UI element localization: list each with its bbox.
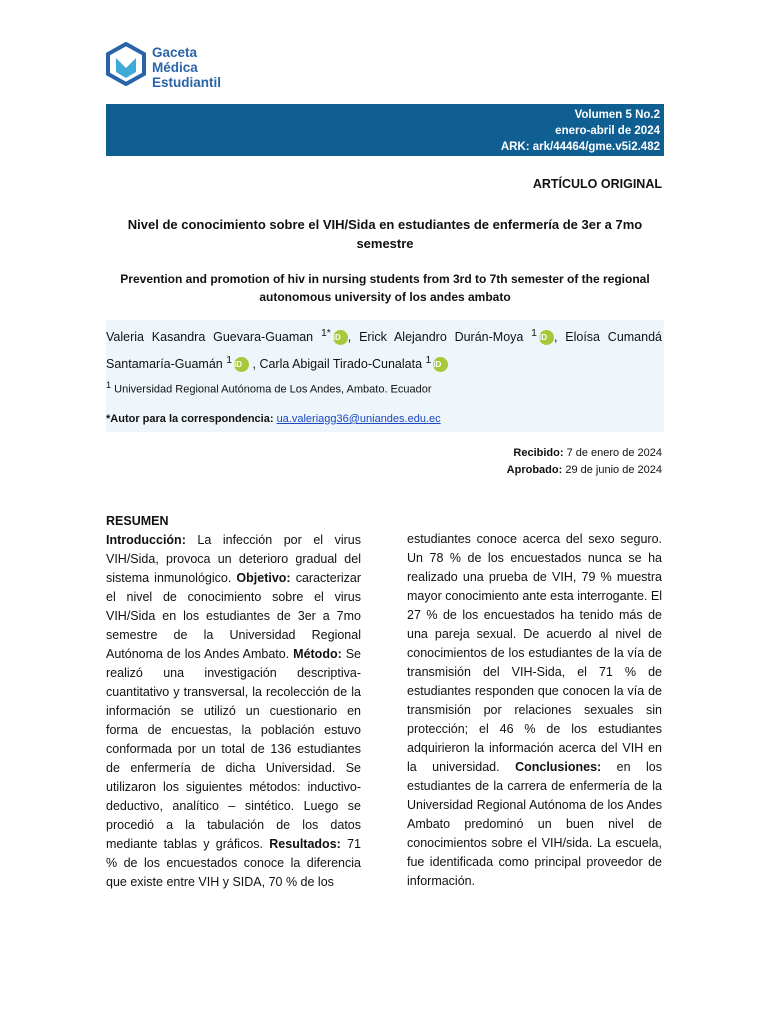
author-name: Valeria Kasandra Guevara-Guaman bbox=[106, 330, 314, 345]
received-date bbox=[507, 445, 662, 462]
gme-logo-icon bbox=[106, 42, 146, 86]
received-value: 7 de enero de 2024 bbox=[566, 447, 662, 459]
journal-banner bbox=[106, 104, 664, 156]
author-name: Eloísa Cumandá Santamaría-Guamán bbox=[106, 330, 662, 372]
orcid-icon[interactable]: iD bbox=[234, 357, 249, 372]
volume: Volumen 5 No.2 bbox=[574, 109, 660, 121]
objective-text: caracterizar el nivel de conocimiento sobre el virus VIH/Sida en los estudiantes de 3er a 7mo semestre de la Universidad Regional Autónoma de los Andes Ambato. bbox=[106, 571, 361, 661]
period: enero-abril de 2024 bbox=[555, 125, 660, 137]
author-affiliation: 1 bbox=[531, 328, 537, 339]
title-spanish: Nivel de conocimiento sobre el VIH/Sida en estudiantes de enfermería de 3er a 7mo semestre bbox=[127, 217, 643, 251]
affiliation-text: Universidad Regional Autónoma de Los Andes, Ambato. Ecuador bbox=[114, 383, 432, 396]
objective-label: Objetivo: bbox=[236, 571, 291, 585]
journal-name bbox=[152, 45, 221, 90]
author-name: Erick Alejandro Durán-Moya bbox=[359, 330, 524, 345]
correspondence-label: *Autor para la correspondencia: bbox=[106, 413, 274, 425]
orcid-icon[interactable]: iD bbox=[333, 330, 348, 345]
article-type: ARTÍCULO ORIGINAL bbox=[532, 177, 662, 191]
article-dates bbox=[507, 445, 662, 479]
approved-date bbox=[507, 462, 662, 479]
author-affiliation: 1 bbox=[226, 355, 233, 367]
journal-name-line: Gaceta bbox=[152, 45, 198, 60]
author-name: Carla Abigail Tirado-Cunalata bbox=[259, 357, 423, 372]
received-label: Recibido: bbox=[513, 447, 564, 459]
abstract-heading: RESUMEN bbox=[106, 514, 169, 528]
orcid-icon[interactable]: iD bbox=[539, 330, 554, 345]
author-list: Valeria Kasandra Guevara-Guaman $^{1*}$ iD , Erick Alejandro Durán-Moya $^1$ iD , Eloísa Cumandá Santamaría-Guamán $^1$ iD , Carla Abigail Tirado-Cunalata $^1$ iD bbox=[106, 328, 662, 372]
journal-name-line: Médica bbox=[152, 60, 198, 75]
results-label: Resultados: bbox=[269, 837, 341, 851]
affiliation-number: 1 bbox=[106, 380, 112, 390]
journal-logo bbox=[106, 42, 306, 98]
ark-identifier: ARK: ark/44464/gme.v5i2.482 bbox=[500, 141, 660, 153]
method-label: Método: bbox=[293, 647, 342, 661]
conclusions-label: Conclusiones: bbox=[515, 760, 602, 774]
author-affiliation: 1* bbox=[320, 328, 331, 339]
intro-label: Introducción: bbox=[106, 533, 186, 547]
abstract-column-left bbox=[106, 512, 361, 892]
correspondence-email-link[interactable]: ua.valeriagg36@uniandes.edu.ec bbox=[276, 413, 441, 425]
author-affiliation: 1 bbox=[425, 355, 432, 367]
intro-text: La infección por el virus VIH/Sida, provoca un deterioro gradual del sistema inmunológico. bbox=[106, 533, 361, 585]
journal-name-line: Estudiantil bbox=[152, 75, 222, 90]
abstract-column-right bbox=[407, 530, 662, 891]
orcid-icon[interactable]: iD bbox=[433, 357, 448, 372]
results-text: 71 % de los encuestados conoce la diferencia que existe entre VIH y SIDA, 70 % de los bbox=[106, 837, 361, 889]
method-text: Se realizó una investigación descriptiva-cuantitativo y transversal, la recolección de la información se utilizó un cuestionario en forma de encuestas, la población estuvo conformada por un total de 136 estudiantes de enfermería de dicha Universidad. Se utilizaron los siguientes métodos: inductivo-deductivo, analítico – sintético. Luego se procedió a la tabulación de los datos mediante tablas y gráficos. bbox=[106, 647, 361, 851]
approved-value: 29 de junio de 2024 bbox=[565, 464, 662, 476]
correspondence bbox=[106, 413, 441, 425]
conclusions-text: en los estudiantes de la carrera de enfermería de la Universidad Regional Autónoma de los Andes Ambato predominó un buen nivel de conocimientos sobre el VIH/sida. La escuela, fue identificada como principal proveedor de información. bbox=[407, 760, 662, 888]
approved-label: Aprobado: bbox=[506, 464, 563, 476]
title-english: Prevention and promotion of hiv in nursing students from 3rd to 7th semester of the regional autonomous university of los andes ambato bbox=[120, 272, 650, 304]
affiliation bbox=[106, 380, 432, 396]
results-text-continued: estudiantes conoce acerca del sexo seguro. Un 78 % de los encuestados nunca se ha realizado una prueba de VIH, 79 % muestra mayor conocimiento ante esta interrogante. El 27 % de los encuestados ha tenido más de una pareja sexual. De acuerdo al nivel de conocimientos de los estudiantes de la vía de transmisión del VIH-Sida, el 71 % de estudiantes responden que conocen la vía de transmisión por relaciones sexuales sin protección; el 46 % de los estudiantes adquirieron la información acerca del VIH en la universidad. bbox=[407, 532, 662, 774]
